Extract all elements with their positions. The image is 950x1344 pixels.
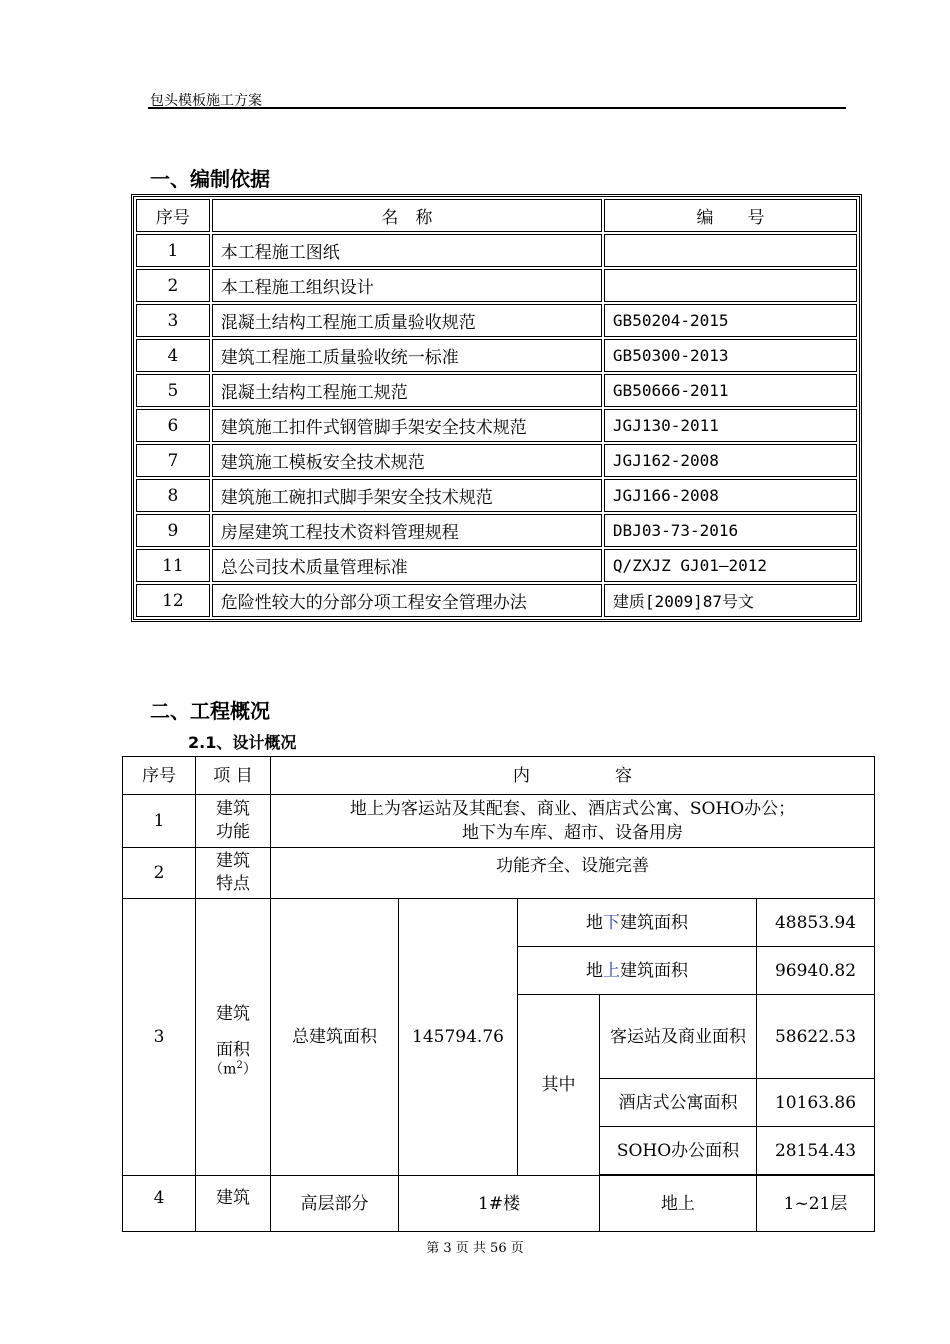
label-highlight: 下: [603, 912, 620, 933]
row-code: [604, 269, 857, 302]
row-code: GB50666-2011: [604, 374, 857, 407]
row-code: [604, 234, 857, 267]
table-row: [136, 339, 857, 372]
table-row: [136, 374, 857, 407]
total-area-value: 145794.76: [399, 899, 518, 1176]
table-row: [136, 549, 857, 582]
section2-subtitle: 2.1、设计概况: [188, 733, 297, 752]
table-row: [136, 444, 857, 477]
total-area-label: 总建筑面积: [271, 899, 399, 1176]
row-code: JGJ130-2011: [604, 409, 857, 442]
table-row: [136, 234, 857, 267]
item-label-b: 面积: [216, 1040, 250, 1061]
row-code: JGJ166-2008: [604, 479, 857, 512]
row-name: 建筑施工碗扣式脚手架安全技术规范: [212, 479, 602, 512]
table-header-row: [123, 757, 875, 795]
item-label: 建筑特点: [216, 851, 250, 894]
table-row: [123, 795, 875, 848]
table-row: [123, 899, 875, 947]
row-name: 总公司技术质量管理标准: [212, 549, 602, 582]
label-part: 建筑面积: [620, 960, 688, 981]
table-row: [123, 848, 875, 899]
row-code: 建质[2009]87号文: [604, 584, 857, 617]
sub-area-value: 28154.43: [757, 1127, 875, 1175]
col-header-item: 项 目: [196, 757, 271, 795]
sub-area-label: SOHO办公面积: [600, 1127, 757, 1175]
section2-title: 二、工程概况: [150, 699, 270, 723]
col-header-no: 序号: [123, 757, 196, 795]
row-name: 混凝土结构工程施工质量验收规范: [212, 304, 602, 337]
item-label: 建筑功能: [216, 799, 250, 842]
col-header-content: 内 容: [271, 757, 875, 795]
table-row: [136, 584, 857, 617]
row-item: [196, 899, 271, 1176]
page-footer: 第 3 页 共 56 页: [426, 1241, 524, 1256]
row-name: 建筑施工扣件式钢管脚手架安全技术规范: [212, 409, 602, 442]
row-name: 建筑工程施工质量验收统一标准: [212, 339, 602, 372]
table-row: [136, 269, 857, 302]
col-header-code: 编 号: [604, 199, 857, 232]
below-ground-label: [518, 899, 757, 947]
label-part: 地: [586, 912, 603, 933]
table-row: [136, 479, 857, 512]
content-line-1: 地上为客运站及其配套、商业、酒店式公寓、SOHO办公；: [349, 799, 796, 819]
sub-area-value: 58622.53: [757, 995, 875, 1079]
table-row: [136, 409, 857, 442]
sub-area-label: 酒店式公寓面积: [600, 1079, 757, 1127]
row-name: 混凝土结构工程施工规范: [212, 374, 602, 407]
row-content: [271, 795, 875, 848]
row-no: 7: [136, 444, 210, 477]
col-header-no: 序号: [136, 199, 210, 232]
row-name: 危险性较大的分部分项工程安全管理办法: [212, 584, 602, 617]
row-no: 5: [136, 374, 210, 407]
label-highlight: 上: [603, 960, 620, 981]
row-no: 3: [136, 304, 210, 337]
row-no: 2: [136, 269, 210, 302]
row-code: DBJ03-73-2016: [604, 514, 857, 547]
row-no: 9: [136, 514, 210, 547]
building-label: 1#楼: [399, 1176, 600, 1232]
sub-area-value: 10163.86: [757, 1079, 875, 1127]
row-code: GB50300-2013: [604, 339, 857, 372]
among-label: 其中: [518, 995, 600, 1176]
level-label: 地上: [600, 1176, 757, 1232]
page-header-title: 包头模板施工方案: [150, 93, 262, 109]
row-no: 8: [136, 479, 210, 512]
floors-value: 1~21层: [757, 1176, 875, 1232]
row-item: [196, 848, 271, 899]
below-ground-value: 48853.94: [757, 899, 875, 947]
row-name: 房屋建筑工程技术资料管理规程: [212, 514, 602, 547]
row-name: 本工程施工图纸: [212, 234, 602, 267]
row-name: 建筑施工模板安全技术规范: [212, 444, 602, 477]
part-label: 高层部分: [271, 1176, 399, 1232]
section1-title: 一、编制依据: [150, 167, 270, 191]
content-line-2: 地下为车库、超市、设备用房: [462, 823, 684, 843]
table-row: [136, 514, 857, 547]
row-item: 建筑: [196, 1176, 271, 1232]
label-part: 地: [586, 960, 603, 981]
row-no: 6: [136, 409, 210, 442]
sub-area-label: [600, 995, 757, 1079]
row-name: 本工程施工组织设计: [212, 269, 602, 302]
above-ground-value: 96940.82: [757, 947, 875, 995]
row-no: 3: [123, 899, 196, 1176]
design-overview-table: [122, 756, 875, 1232]
row-code: Q/ZXJZ GJ01—2012: [604, 549, 857, 582]
row-no: 12: [136, 584, 210, 617]
item-label-a: 建筑: [216, 1004, 250, 1025]
label-part: 建筑面积: [620, 912, 688, 933]
row-no: 1: [136, 234, 210, 267]
row-no: 4: [136, 339, 210, 372]
table-header-row: [136, 199, 857, 232]
row-no: 1: [123, 795, 196, 848]
row-item: [196, 795, 271, 848]
item-unit: $(m^2)$: [209, 1060, 257, 1078]
above-ground-label: [518, 947, 757, 995]
col-header-name: 名 称: [212, 199, 602, 232]
table-row: [123, 1176, 875, 1232]
header-divider: [148, 107, 846, 109]
row-no: 11: [136, 549, 210, 582]
table-row: [136, 304, 857, 337]
sub-area-text: 客运站及商业面积: [610, 1026, 746, 1047]
row-no: 2: [123, 848, 196, 899]
row-code: JGJ162-2008: [604, 444, 857, 477]
reference-table: [131, 194, 862, 622]
row-content: 功能齐全、设施完善: [271, 848, 875, 899]
row-no: 4: [123, 1176, 196, 1232]
row-code: GB50204-2015: [604, 304, 857, 337]
